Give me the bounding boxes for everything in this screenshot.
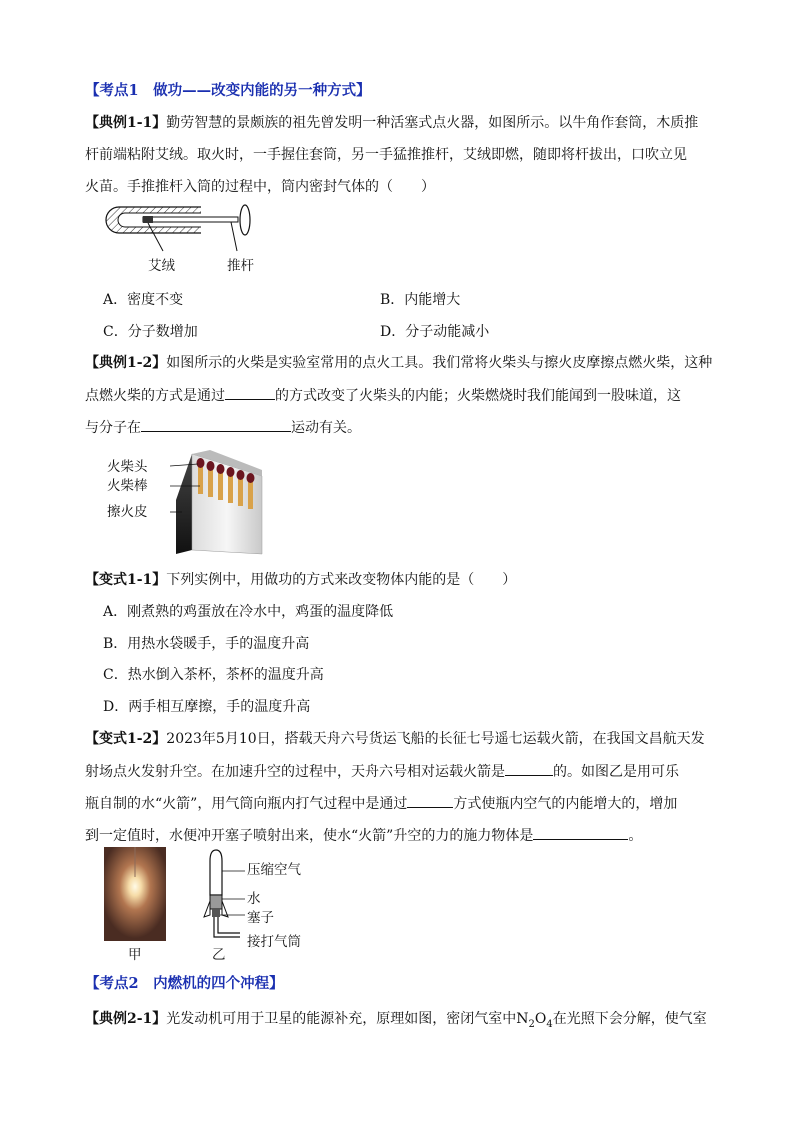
ex11-line1: [85, 113, 698, 133]
var11-tag: 【变式1-1】: [85, 572, 167, 588]
section-heading-2: 【考点2 内燃机的四个冲程】: [85, 975, 284, 992]
fig-label-plug: 塞子: [247, 910, 274, 926]
ex12-text2a: 点燃火柴的方式是通过: [85, 388, 225, 404]
ex21-text1a: 光发动机可用于卫星的能源补充，原理如图，密闭气室中N: [166, 1011, 529, 1027]
ex11-line3: 火苗。手推推杆入筒的过程中，筒内密封气体的（ ）: [85, 179, 435, 195]
var12-blank-1[interactable]: [505, 761, 553, 776]
moxa-tinder: [143, 216, 153, 223]
var12-text2a: 射场点火发射升空。在加速升空的过程中，天舟六号相对运载火箭是: [85, 764, 505, 780]
rocket-launch-photo: [104, 847, 166, 941]
water-rocket-diagram: [200, 847, 250, 947]
matchbox-figure: [170, 450, 270, 556]
ex11-tag: 【典例1-1】: [85, 115, 167, 131]
ex12-line1: [85, 353, 712, 373]
var12-line2: [85, 761, 679, 782]
fig-label-moxa: 艾绒: [148, 258, 175, 274]
var12-blank-3[interactable]: [533, 825, 628, 840]
fig-label-compressed-air: 压缩空气: [247, 862, 301, 878]
var12-line1: [85, 729, 705, 749]
ex12-text2b: 的方式改变了火柴头的内能；火柴燃烧时我们能闻到一股味道，这: [275, 388, 681, 404]
fig-label-match-stick: 火柴棒: [107, 478, 148, 494]
ex21-sub-2: 2: [528, 1018, 535, 1030]
var11-line1: [85, 570, 516, 590]
ex21-tag: 【典例2-1】: [85, 1011, 167, 1027]
var12-text2b: 的。如图乙是用可乐: [553, 764, 679, 780]
var12-line4: [85, 825, 642, 846]
ex12-text3b: 运动有关。: [291, 420, 361, 436]
ex12-tag: 【典例1-2】: [85, 355, 167, 371]
var12-text4b: 。: [628, 828, 643, 844]
ex11-text1: 勤劳智慧的景颇族的祖先曾发明一种活塞式点火器，如图所示。以牛角作套筒，木质推: [166, 115, 699, 131]
ex12-blank-2[interactable]: [141, 417, 291, 432]
ex12-line3: [85, 417, 361, 438]
var12-blank-2[interactable]: [407, 793, 453, 808]
fig-label-pump: 接打气筒: [247, 934, 301, 950]
var12-tag: 【变式1-2】: [85, 731, 167, 747]
ex11-option-c[interactable]: C．分子数增加: [103, 324, 198, 340]
var12-text1: 2023年5月10日，搭载天舟六号货运飞船的长征七号遥七运载火箭，在我国文昌航天发: [166, 731, 705, 747]
section-heading-1: 【考点1 做功——改变内能的另一种方式】: [85, 82, 371, 99]
push-rod: [143, 217, 238, 222]
ex12-line2: [85, 385, 681, 406]
fig-label-jia: 甲: [128, 947, 142, 963]
ex12-text1: 如图所示的火柴是实验室常用的点火工具。我们常将火柴头与擦火皮摩擦点燃火柴，这种: [166, 355, 713, 371]
ex11-option-a[interactable]: A．密度不变: [103, 292, 184, 308]
ex21-o: O: [534, 1011, 547, 1027]
fig-label-rod: 推杆: [227, 258, 254, 274]
ex11-option-d[interactable]: D．分子动能减小: [380, 324, 490, 340]
fig-label-match-head: 火柴头: [107, 459, 148, 475]
var12-text3b: 方式使瓶内空气的内能增大的，增加: [453, 796, 678, 812]
var11-option-d[interactable]: D．两手相互摩擦，手的温度升高: [103, 699, 311, 715]
ex11-line2: 杆前端粘附艾绒。取火时，一手握住套筒，另一手猛推推杆，艾绒即燃，随即将杆拔出，口吹立见: [85, 147, 687, 163]
fig-label-yi: 乙: [212, 947, 226, 963]
striker-side: [176, 454, 192, 554]
ex12-text3a: 与分子在: [85, 420, 141, 436]
ex21-line1: [85, 1009, 707, 1035]
var11-option-b[interactable]: B．用热水袋暖手，手的温度升高: [103, 636, 310, 652]
var11-option-c[interactable]: C．热水倒入茶杯，茶杯的温度升高: [103, 667, 324, 683]
fig-label-water: 水: [247, 891, 261, 907]
ex21-sub-4: 4: [546, 1018, 553, 1030]
var12-line3: [85, 793, 677, 814]
ex11-option-b[interactable]: B．内能增大: [380, 292, 461, 308]
var11-text1: 下列实例中，用做功的方式来改变物体内能的是（ ）: [166, 572, 517, 588]
var11-option-a[interactable]: A．刚煮熟的鸡蛋放在冷水中，鸡蛋的温度降低: [103, 604, 394, 620]
rod-handle: [240, 205, 250, 235]
var12-text4a: 到一定值时，水便冲开塞子喷射出来，使水“火箭”升空的力的施力物体是: [85, 828, 534, 844]
ex12-blank-1[interactable]: [225, 385, 275, 400]
fig-label-striker: 擦火皮: [107, 504, 148, 520]
var12-text3a: 瓶自制的水“火箭”，用气筒向瓶内打气过程中是通过: [85, 796, 408, 812]
ex21-text1b: 在光照下会分解，使气室: [552, 1011, 707, 1027]
